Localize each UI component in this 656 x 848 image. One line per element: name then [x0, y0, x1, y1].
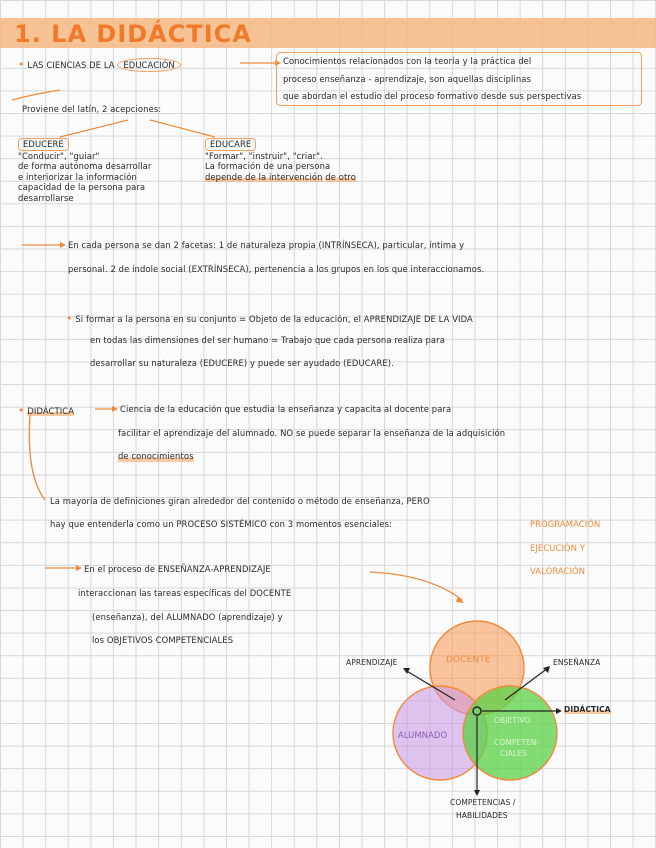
- educare-line: La formación de una persona: [205, 161, 331, 171]
- educere-line: de forma autónoma desarrollar: [18, 161, 152, 171]
- arrow-to-acepciones: [12, 90, 60, 100]
- ciencias-lead-text: LAS CIENCIAS DE LA: [27, 60, 115, 70]
- didactica-line-1: Ciencia de la educación que estudia la enseñanza y capacita al docente para: [120, 404, 452, 414]
- formar-line-3: desarrollar su naturaleza (EDUCERE) y puede ser ayudado (EDUCARE).: [90, 358, 394, 368]
- moment-valoracion: VALORACIÓN: [530, 566, 586, 576]
- venn-competenciales-1: COMPETEN-: [494, 738, 540, 747]
- venn-alumnado-label: ALUMNADO: [398, 730, 448, 740]
- formar-line: Si formar a la persona en su conjunto = Objeto de la educación, el APRENDIZAJE DE LA VIDA: [75, 314, 473, 324]
- venn-competenciales-2: CIALES: [500, 749, 527, 758]
- definition-box: [276, 52, 642, 106]
- mayoria-line-2: hay que entenderla como un PROCESO SISTÉMICO con 3 momentos esenciales:: [50, 519, 392, 529]
- arrow-to-educere: [60, 120, 128, 137]
- educare-line: "Formar", "instruir", "criar".: [205, 150, 323, 161]
- didactica-head-text: DIDÁCTICA: [27, 406, 75, 416]
- educere-head: EDUCERE: [18, 138, 69, 151]
- moment-ejecucion: EJECUCIÓN Y: [530, 543, 586, 553]
- facetas-line-2: personal. 2 de índole social (EXTRÍNSECA), pertenencia a los grupos en los que interaccionamos.: [68, 264, 485, 274]
- proceso-line-3: (enseñanza), del ALUMNADO (aprendizaje) y: [92, 612, 283, 622]
- educare-line: de otro: [325, 171, 356, 182]
- educare-line: depende de la intervención: [205, 171, 323, 182]
- definition-line: que abordan el estudio del proceso formativo desde sus perspectivas: [283, 91, 582, 101]
- proceso-line-1: En el proceso de ENSEÑANZA-APRENDIZAJE: [84, 564, 271, 574]
- educere-line: e interiorizar la información: [18, 171, 137, 182]
- educere-line: "Conducir", "guiar": [18, 150, 100, 161]
- educere-line: desarrollarse: [18, 192, 74, 203]
- proceso-line-2: interaccionan las tareas específicas del DOCENTE: [78, 588, 292, 598]
- educere-block: [18, 138, 151, 203]
- moment-programacion: PROGRAMACIÓN: [530, 519, 601, 529]
- bullet-icon: •: [18, 58, 25, 71]
- label-ensenanza: ENSEÑANZA: [553, 658, 601, 667]
- proceso-line-4: los OBJETIVOS COMPETENCIALES: [92, 635, 234, 645]
- label-didactica: DIDÁCTICA: [564, 705, 611, 714]
- facetas-line-1: En cada persona se dan 2 facetas: 1 de naturaleza propia (INTRÍNSECA), particular, íntima y: [68, 240, 465, 250]
- educacion-circled: EDUCACIÓN: [117, 58, 180, 72]
- didactica-head: [18, 404, 74, 418]
- definition-line: Conocimientos relacionados con la teoría y la práctica del: [283, 56, 532, 66]
- bullet-icon: •: [18, 404, 25, 417]
- acepciones-text: Proviene del latín, 2 acepciones:: [22, 104, 162, 114]
- arrow-mayoria: [29, 415, 45, 500]
- formar-line-2: en todas las dimensiones del ser humano = Trabajo que cada persona realiza para: [90, 335, 445, 345]
- venn-objetivo-label: OBJETIVO: [494, 716, 531, 725]
- ciencias-lead: [18, 58, 181, 72]
- didactica-line-3: de conocimientos: [118, 451, 194, 461]
- mayoria-line-1: La mayoría de definiciones giran alrededor del contenido o método de enseñanza, PERO: [50, 496, 430, 506]
- bullet-icon: •: [66, 312, 73, 325]
- arrow-to-diagram: [370, 572, 462, 600]
- label-habilidades: HABILIDADES: [456, 811, 508, 820]
- definition-line: proceso enseñanza - aprendizaje, son aquellas disciplinas: [283, 73, 531, 84]
- label-aprendizaje: APRENDIZAJE: [346, 658, 398, 667]
- venn-docente-label: DOCENTE: [446, 655, 491, 665]
- label-competencias: COMPETENCIAS /: [450, 798, 516, 807]
- educare-head: EDUCARE: [205, 138, 256, 151]
- arrow-to-educare: [150, 120, 215, 137]
- page-title: 1. LA DIDÁCTICA: [14, 20, 252, 48]
- educare-block: [205, 138, 356, 182]
- didactica-line-2: facilitar el aprendizaje del alumnado. NO se puede separar la enseñanza de la adquisición: [118, 428, 506, 438]
- educere-line: capacidad de la persona para: [18, 182, 146, 192]
- formar-bullet: [66, 312, 473, 326]
